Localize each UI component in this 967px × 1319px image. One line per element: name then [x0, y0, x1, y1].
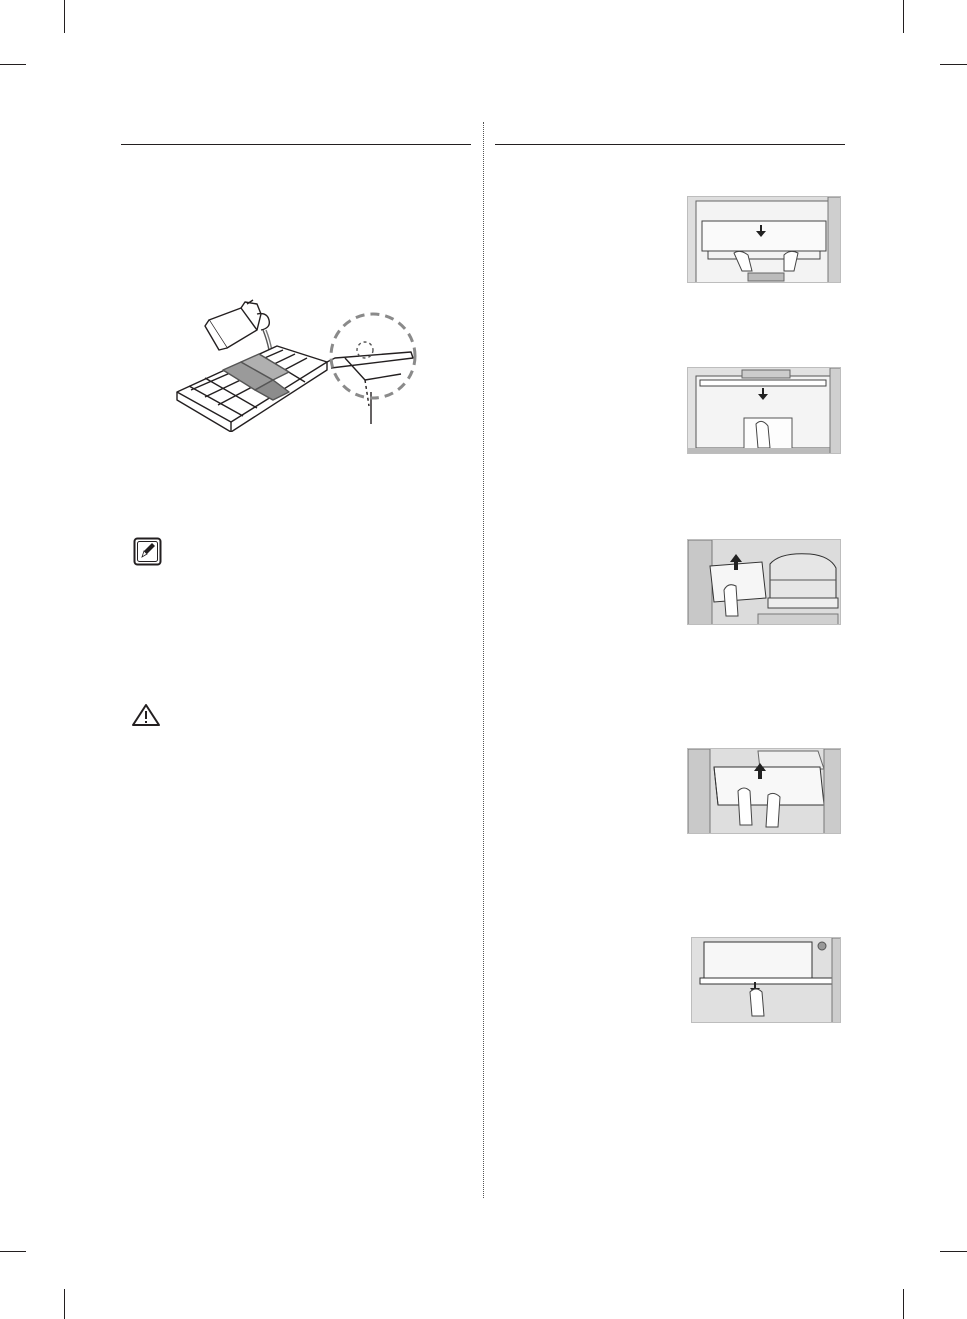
- right-section-rule: [495, 144, 845, 145]
- shelf-removal-photo-2: [687, 367, 841, 454]
- crop-mark-bottom-right-v: [903, 1289, 904, 1319]
- ice-tray-filling-illustration: [165, 296, 420, 432]
- shelf-removal-photo-1: [687, 196, 841, 283]
- left-section-rule: [121, 144, 471, 145]
- door-bin-removal-photo-1: [687, 539, 841, 625]
- crop-mark-top-right-h: [940, 64, 967, 65]
- crop-mark-bottom-right-h: [940, 1251, 967, 1252]
- door-bin-removal-photo-2: [687, 748, 841, 834]
- crop-mark-bottom-left-v: [64, 1289, 65, 1319]
- crop-mark-top-right-v: [903, 0, 904, 33]
- crop-mark-top-left-v: [64, 0, 65, 33]
- crop-mark-top-left-h: [0, 64, 26, 65]
- note-pencil-icon: [133, 537, 162, 566]
- drawer-removal-photo: [691, 937, 841, 1023]
- column-divider: [483, 122, 484, 1198]
- caution-triangle-icon: [131, 703, 161, 727]
- crop-mark-bottom-left-h: [0, 1251, 26, 1252]
